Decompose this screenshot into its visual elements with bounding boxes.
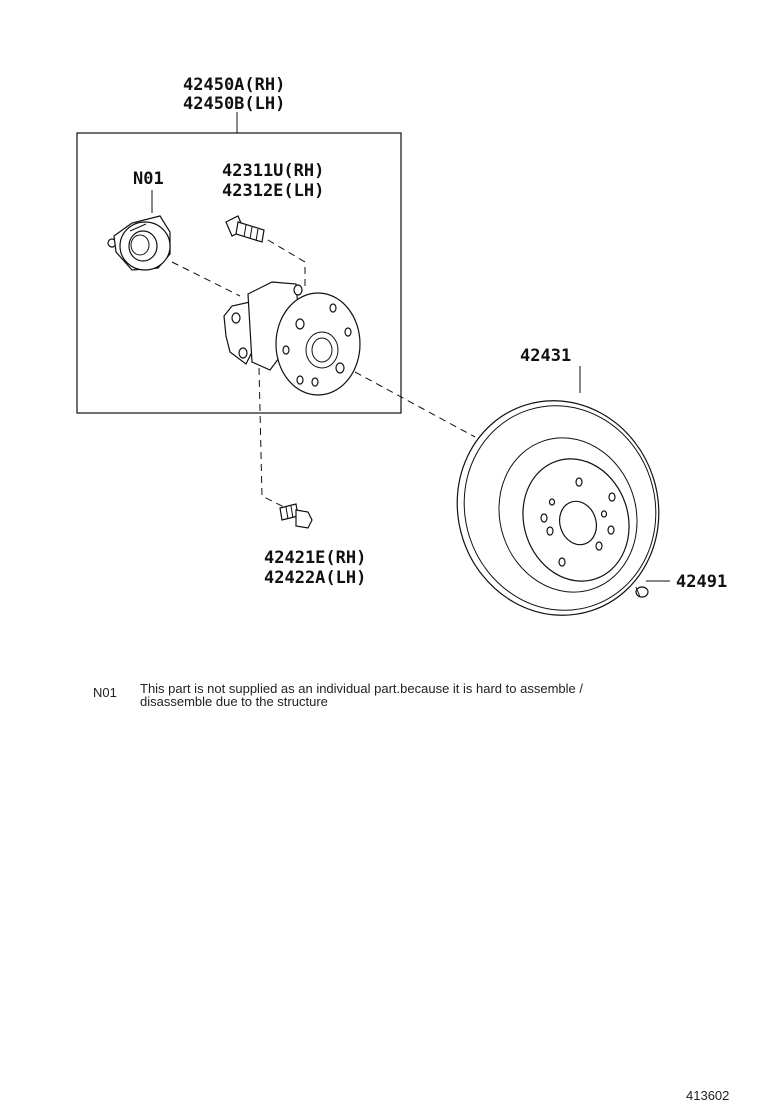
disc-part-label: 42431	[520, 346, 572, 366]
bearing-label: N01	[133, 169, 164, 189]
screw-part-label: 42491	[676, 572, 728, 592]
hub-bolt-to-hub-line	[268, 240, 305, 288]
assembly-part-lh: 42450B(LH)	[183, 94, 286, 114]
hub-drawing	[224, 282, 360, 395]
disc-drawing	[430, 374, 687, 641]
note-line-2: disassemble due to the structure	[140, 694, 328, 709]
note-code: N01	[93, 685, 117, 700]
bearing-to-hub-line	[172, 262, 240, 296]
screw-drawing	[636, 587, 648, 597]
hub-bolt-part-lh: 42312E(LH)	[222, 181, 325, 201]
assembly-part-rh: 42450A(RH)	[183, 75, 286, 95]
diagram-id: 413602	[686, 1088, 730, 1103]
mount-bolt-drawing	[280, 504, 312, 528]
hub-to-bolt-line	[259, 368, 290, 510]
note-line-1: This part is not supplied as an individual part.because it is hard to assemble /	[140, 681, 583, 696]
hub-bolt-part-rh: 42311U(RH)	[222, 161, 325, 181]
mount-bolt-part-rh: 42421E(RH)	[264, 548, 367, 568]
bearing-drawing	[108, 216, 170, 270]
hub-to-disc-line	[355, 372, 475, 437]
mount-bolt-part-lh: 42422A(LH)	[264, 568, 367, 588]
hub-bolt-drawing	[226, 216, 264, 242]
